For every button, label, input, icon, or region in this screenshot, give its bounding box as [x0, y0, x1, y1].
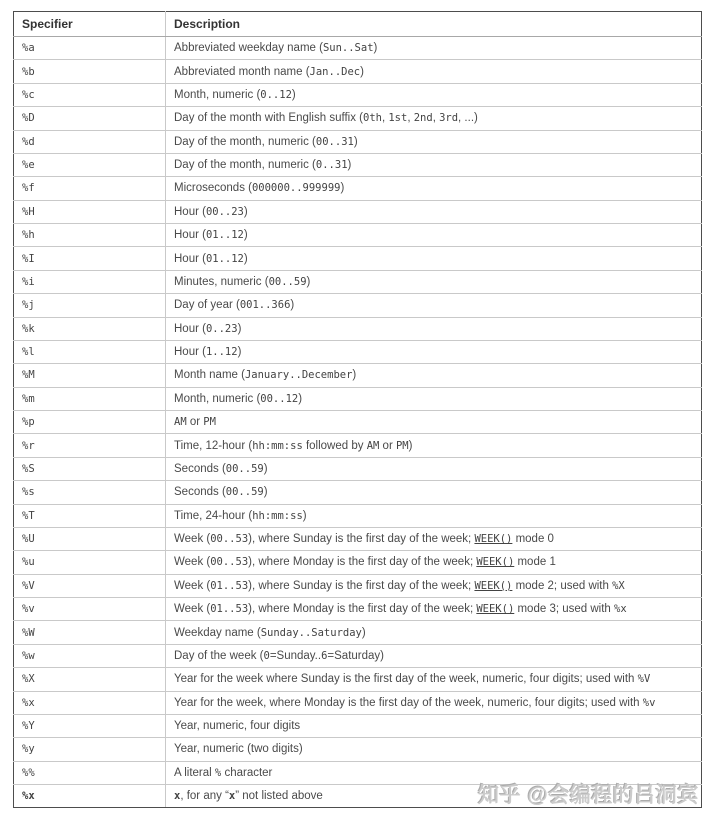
specifier-cell: %% — [14, 761, 166, 784]
description-text: Abbreviated month name ( — [174, 65, 310, 78]
specifier-cell: %s — [14, 481, 166, 504]
description-cell — [166, 457, 702, 480]
code-literal: 00..59 — [268, 275, 307, 288]
code-literal: 00..53 — [210, 556, 249, 569]
table-row — [14, 60, 702, 83]
specifier-cell: %x — [14, 785, 166, 808]
table-row — [14, 340, 702, 363]
description-cell — [166, 574, 702, 597]
code-literal: AM — [366, 439, 380, 452]
specifier-cell: %w — [14, 644, 166, 667]
description-text: ) — [243, 252, 248, 265]
description-cell — [166, 247, 702, 270]
description-text: Hour ( — [174, 229, 206, 242]
description-text: ) — [237, 346, 242, 359]
specifier-cell: %c — [14, 83, 166, 106]
description-text: ), where Sunday is the first day of the week; — [248, 533, 475, 546]
description-text: Time, 24-hour ( — [174, 509, 253, 522]
description-text: ) — [360, 65, 364, 78]
code-literal: 1st — [388, 112, 408, 125]
table-row — [14, 83, 702, 106]
specifier-cell: %p — [14, 411, 166, 434]
description-cell — [166, 340, 702, 363]
specifier-table — [13, 11, 702, 808]
specifier-cell: %X — [14, 668, 166, 691]
description-text: Seconds ( — [174, 462, 226, 475]
description-cell — [166, 177, 702, 200]
specifier-cell: %f — [14, 177, 166, 200]
description-text: ) — [306, 275, 311, 288]
week-function-link[interactable]: WEEK() — [474, 579, 513, 592]
description-text: followed by — [302, 439, 367, 452]
code-literal: 00..31 — [315, 135, 354, 148]
table-row — [14, 153, 702, 176]
description-text: ) — [361, 626, 366, 639]
table-row — [14, 387, 702, 410]
description-text: Week ( — [174, 556, 211, 569]
description-text: Abbreviated weekday name ( — [174, 42, 323, 55]
specifier-cell: %l — [14, 340, 166, 363]
description-text: Weekday name ( — [174, 626, 261, 639]
description-cell — [166, 598, 702, 621]
table-body — [14, 37, 702, 808]
description-cell — [166, 294, 702, 317]
code-literal: 001..366 — [239, 299, 291, 312]
code-literal: Sunday..Saturday — [260, 626, 362, 639]
code-literal: 0 — [263, 649, 270, 662]
description-cell — [166, 621, 702, 644]
specifier-cell: %y — [14, 738, 166, 761]
description-text: ) — [243, 229, 248, 242]
description-cell — [166, 37, 702, 60]
description-text: , ...) — [458, 112, 478, 125]
description-text: Month name ( — [174, 369, 245, 382]
table-row — [14, 621, 702, 644]
table-row — [14, 130, 702, 153]
description-text: or — [186, 416, 204, 429]
code-literal: 6 — [321, 649, 328, 662]
description-text: ) — [298, 392, 303, 405]
description-cell — [166, 200, 702, 223]
code-literal: %X — [612, 579, 625, 592]
specifier-cell: %v — [14, 598, 166, 621]
description-text: ) — [340, 182, 345, 195]
table-row — [14, 364, 702, 387]
specifier-cell: %h — [14, 224, 166, 247]
description-cell — [166, 270, 702, 293]
table-row — [14, 224, 702, 247]
column-header-description: Description — [166, 12, 702, 37]
code-literal: 00..59 — [225, 486, 264, 499]
description-cell — [166, 83, 702, 106]
description-text: character — [221, 766, 273, 779]
description-text: Day of year ( — [174, 299, 240, 312]
description-text: Hour ( — [174, 252, 206, 265]
table-row — [14, 691, 702, 714]
specifier-cell: %I — [14, 247, 166, 270]
description-text: Hour ( — [174, 205, 206, 218]
description-text: , — [381, 112, 389, 125]
description-cell — [166, 107, 702, 130]
description-text: , — [432, 112, 440, 125]
code-literal: January..December — [244, 369, 353, 382]
specifier-cell: %x — [14, 691, 166, 714]
description-text: Hour ( — [174, 322, 206, 335]
code-literal: 00..23 — [205, 205, 244, 218]
table-row — [14, 247, 702, 270]
description-text: ) — [408, 439, 413, 452]
description-text: ) — [243, 205, 248, 218]
description-text: ) — [352, 369, 357, 382]
description-cell — [166, 317, 702, 340]
code-literal: 0..12 — [260, 88, 292, 101]
table-row — [14, 738, 702, 761]
specifier-cell: %S — [14, 457, 166, 480]
specifier-cell: %m — [14, 387, 166, 410]
description-text: Week ( — [174, 603, 211, 616]
specifier-cell: %H — [14, 200, 166, 223]
code-literal: Sun..Sat — [322, 42, 374, 55]
code-literal: 01..53 — [210, 603, 249, 616]
description-cell — [166, 153, 702, 176]
table-row — [14, 177, 702, 200]
table-row — [14, 504, 702, 527]
code-literal: 2nd — [413, 112, 433, 125]
code-literal: 1..12 — [205, 346, 238, 359]
code-literal: % — [214, 766, 222, 779]
zhihu-watermark: 知乎 @会编程的吕洞宾 — [478, 784, 699, 807]
description-text: ) — [237, 322, 242, 335]
code-literal: 00..59 — [225, 462, 264, 475]
description-cell — [166, 434, 702, 457]
description-text: mode 1 — [514, 556, 556, 569]
table-row — [14, 200, 702, 223]
specifier-cell: %W — [14, 621, 166, 644]
code-literal: Jan..Dec — [309, 65, 361, 78]
table-row — [14, 270, 702, 293]
specifier-cell: %D — [14, 107, 166, 130]
table-row — [14, 598, 702, 621]
table-row — [14, 668, 702, 691]
code-literal: 0..23 — [205, 322, 238, 335]
description-text: ) — [302, 509, 307, 522]
description-text: ) — [263, 462, 268, 475]
code-literal: 00..53 — [210, 533, 249, 546]
description-text: , — [407, 112, 414, 125]
code-literal: %x — [614, 603, 627, 616]
description-text: Year, numeric, four digits — [174, 720, 301, 733]
code-literal: PM — [395, 439, 409, 452]
description-text: Week ( — [174, 533, 211, 546]
table-row — [14, 317, 702, 340]
table-header — [14, 12, 702, 37]
description-text: Year for the week where Sunday is the first day of the week, numeric, four digits; used with — [174, 673, 638, 686]
description-text: A literal — [174, 766, 215, 779]
description-text: ) — [347, 159, 352, 172]
description-cell — [166, 364, 702, 387]
table-row — [14, 481, 702, 504]
specifier-cell: %b — [14, 60, 166, 83]
description-cell — [166, 691, 702, 714]
specifier-cell: %M — [14, 364, 166, 387]
description-text: Day of the week ( — [174, 649, 264, 662]
description-text: Year, numeric (two digits) — [174, 743, 303, 756]
table-row — [14, 527, 702, 550]
description-cell — [166, 668, 702, 691]
week-function-link[interactable]: WEEK() — [476, 603, 515, 616]
description-text: mode 2; used with — [512, 579, 613, 592]
week-function-link[interactable]: WEEK() — [474, 533, 513, 546]
table-row — [14, 107, 702, 130]
specifier-cell: %a — [14, 37, 166, 60]
description-text: Year for the week, where Monday is the first day of the week, numeric, four digits; used with — [174, 696, 643, 709]
description-text: ” not listed above — [235, 790, 323, 803]
code-literal-bold: x — [228, 790, 236, 803]
column-header-specifier: Specifier — [14, 12, 166, 37]
description-cell — [166, 551, 702, 574]
week-function-link[interactable]: WEEK() — [476, 556, 515, 569]
description-text: ), where Monday is the first day of the week; — [248, 556, 477, 569]
description-text: , for any “ — [180, 790, 229, 803]
description-text: ), where Monday is the first day of the week; — [248, 603, 477, 616]
code-literal: 0th — [363, 112, 382, 125]
table-row — [14, 294, 702, 317]
code-literal: AM — [174, 416, 187, 429]
description-text: =Sunday.. — [269, 649, 322, 662]
description-cell — [166, 481, 702, 504]
description-cell — [166, 738, 702, 761]
specifier-cell: %Y — [14, 714, 166, 737]
description-cell — [166, 644, 702, 667]
specifier-cell: %k — [14, 317, 166, 340]
table-row — [14, 714, 702, 737]
code-literal: hh:mm:ss — [252, 439, 303, 452]
description-text: ) — [373, 42, 378, 55]
description-cell — [166, 504, 702, 527]
description-cell — [166, 411, 702, 434]
specifier-cell: %r — [14, 434, 166, 457]
code-literal: 00..12 — [260, 392, 299, 405]
description-cell — [166, 224, 702, 247]
description-cell — [166, 714, 702, 737]
table-row — [14, 551, 702, 574]
description-text: mode 3; used with — [514, 603, 615, 616]
specifier-cell: %U — [14, 527, 166, 550]
description-text: Microseconds ( — [174, 182, 252, 195]
description-cell — [166, 60, 702, 83]
description-cell — [166, 527, 702, 550]
code-literal: 3rd — [439, 112, 459, 125]
specifier-cell: %T — [14, 504, 166, 527]
description-text: Day of the month, numeric ( — [174, 159, 316, 172]
description-text: Day of the month, numeric ( — [174, 135, 316, 148]
description-text: ) — [290, 299, 295, 312]
table-row — [14, 644, 702, 667]
code-literal-bold: x — [174, 790, 181, 803]
code-literal: 000000..999999 — [251, 182, 341, 195]
code-literal: hh:mm:ss — [252, 509, 303, 522]
description-text: ) — [263, 486, 268, 499]
description-text: ), where Sunday is the first day of the week; — [248, 579, 475, 592]
description-text: or — [379, 439, 396, 452]
description-text: Day of the month with English suffix ( — [174, 112, 363, 125]
description-text: Hour ( — [174, 346, 206, 359]
description-text: Month, numeric ( — [174, 88, 261, 101]
table-row — [14, 434, 702, 457]
description-text: Seconds ( — [174, 486, 226, 499]
table-row — [14, 37, 702, 60]
description-text: =Saturday) — [327, 649, 384, 662]
header-row — [14, 12, 702, 37]
description-text: mode 0 — [512, 533, 554, 546]
table-row — [14, 457, 702, 480]
code-literal: 01..12 — [205, 229, 244, 242]
specifier-cell: %e — [14, 153, 166, 176]
description-text: ) — [353, 135, 358, 148]
code-literal: 0..31 — [315, 159, 348, 172]
code-literal: %v — [642, 696, 656, 709]
specifier-cell: %u — [14, 551, 166, 574]
description-text: Time, 12-hour ( — [174, 439, 253, 452]
code-literal: 01..12 — [205, 252, 244, 265]
description-text: Week ( — [174, 579, 211, 592]
description-cell — [166, 387, 702, 410]
code-literal: PM — [203, 416, 216, 429]
table-row — [14, 411, 702, 434]
table-row — [14, 574, 702, 597]
specifier-cell: %V — [14, 574, 166, 597]
description-text: ) — [291, 88, 296, 101]
specifier-cell: %d — [14, 130, 166, 153]
description-text: Month, numeric ( — [174, 392, 261, 405]
code-literal: 01..53 — [210, 579, 249, 592]
specifier-cell: %j — [14, 294, 166, 317]
description-text: Minutes, numeric ( — [174, 275, 269, 288]
specifier-cell: %i — [14, 270, 166, 293]
description-cell — [166, 130, 702, 153]
code-literal: %V — [637, 673, 651, 686]
